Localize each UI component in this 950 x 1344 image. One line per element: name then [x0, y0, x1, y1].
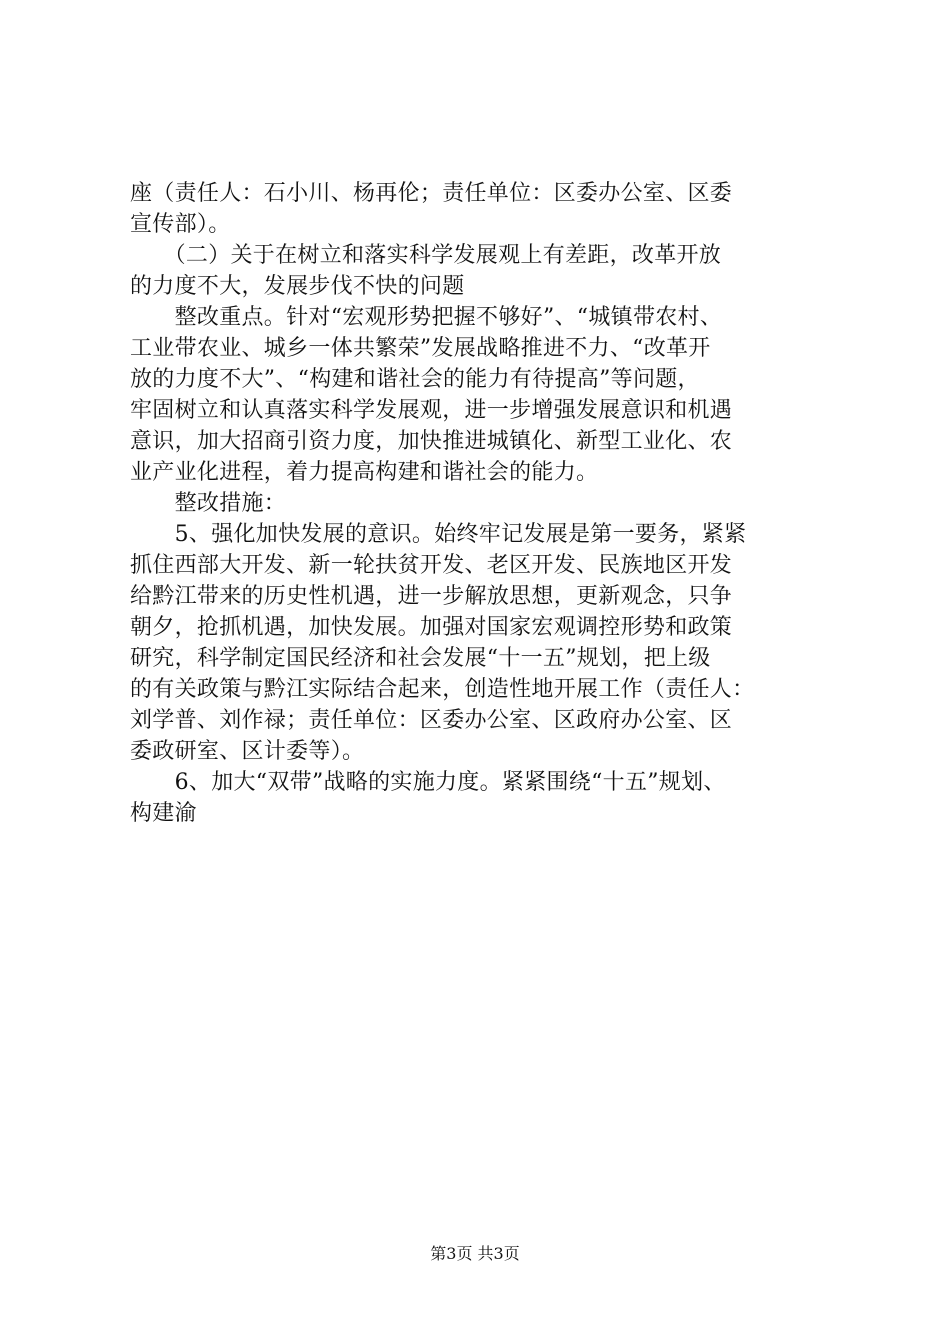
text-line-2: 宣传部）。 — [130, 212, 231, 237]
text-line-7: 放的力度不大”、“构建和谐社会的能力有待提高”等问题， — [130, 367, 700, 392]
page-number-footer: 第3页 共3页 — [430, 1244, 520, 1263]
text-line-19: 委政研室、区计委等）。 — [130, 739, 365, 764]
text-line-6: 工业带农业、城乡一体共繁荣”发展战略推进不力、“改革开 — [130, 336, 711, 361]
text-line-15: 朝夕，抢抓机遇，加快发展。加强对国家宏观调控形势和政策 — [130, 615, 733, 640]
text-line-13: 抓住西部大开发、新一轮扶贫开发、老区开发、民族地区开发 — [130, 553, 733, 578]
text-line-17: 的有关政策与黔江实际结合起来，创造性地开展工作（责任人： — [130, 677, 755, 702]
text-line-20: 6、加大“双带”战略的实施力度。紧紧围绕“十五”规划、 — [130, 770, 726, 795]
text-line-9: 意识，加大招商引资力度，加快推进城镇化、新型工业化、农 — [130, 429, 733, 454]
text-line-3: （二）关于在树立和落实科学发展观上有差距，改革开放 — [130, 243, 722, 268]
text-line-16: 研究，科学制定国民经济和社会发展“十一五”规划，把上级 — [130, 646, 711, 671]
text-line-4: 的力度不大，发展步伐不快的问题 — [130, 274, 465, 299]
text-line-10: 业产业化进程，着力提高构建和谐社会的能力。 — [130, 460, 599, 485]
text-line-11: 整改措施： — [130, 491, 287, 516]
text-line-8: 牢固树立和认真落实科学发展观，进一步增强发展意识和机遇 — [130, 398, 733, 423]
text-line-14: 给黔江带来的历史性机遇，进一步解放思想，更新观念，只争 — [130, 584, 733, 609]
document-body — [130, 178, 830, 829]
text-line-18: 刘学普、刘作禄；责任单位：区委办公室、区政府办公室、区 — [130, 708, 733, 733]
text-line-21: 构建渝 — [130, 801, 197, 826]
text-line-12: 5、强化加快发展的意识。始终牢记发展是第一要务，紧紧 — [130, 522, 747, 547]
text-line-5: 整改重点。针对“宏观形势把握不够好”、“城镇带农村、 — [130, 305, 723, 330]
text-line-1: 座（责任人：石小川、杨再伦；责任单位：区委办公室、区委 — [130, 181, 733, 206]
